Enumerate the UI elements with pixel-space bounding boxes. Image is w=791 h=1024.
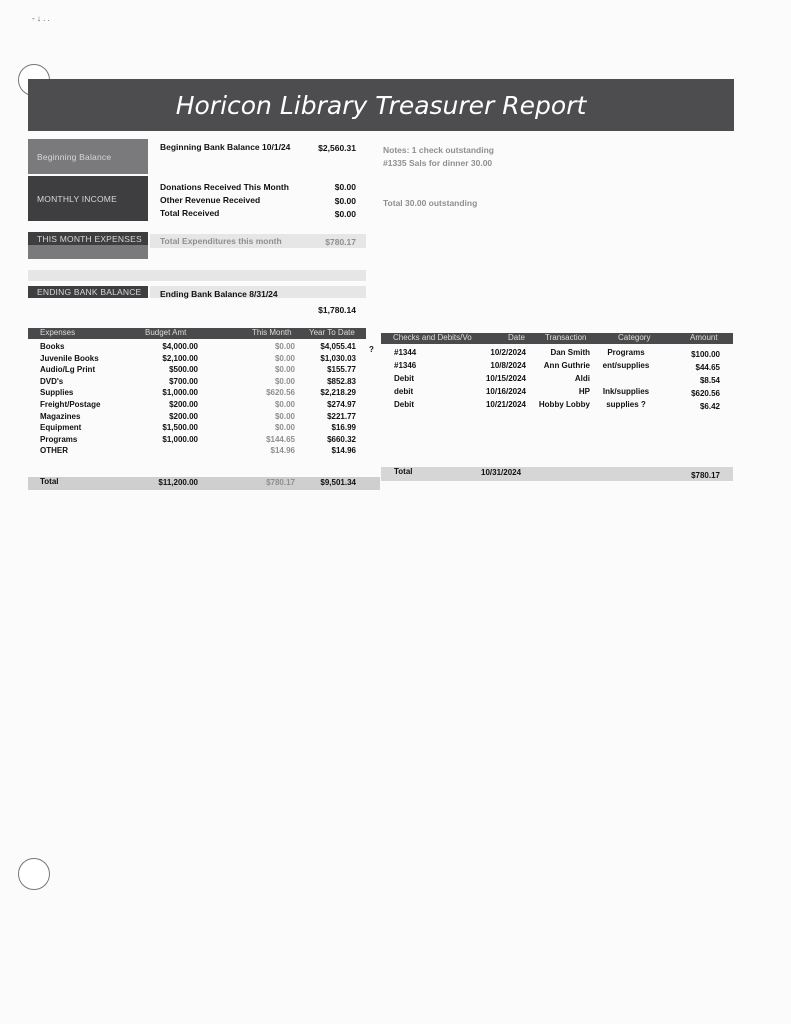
beginning-balance-label: Beginning Balance [28,139,148,174]
expenses-row-month: $620.56 [266,388,295,398]
checks-row-amt: $6.42 [699,402,720,411]
expenses-row-ytd: $274.97 [327,400,356,409]
expenses-row-ytd: $14.96 [331,446,356,456]
expenses-row-name: Equipment [40,423,82,433]
checks-row-date: 10/16/2024 [485,387,526,396]
expenses-row-ytd: $155.77 [327,365,356,375]
ending-bank-balance-label: ENDING BANK BALANCE [28,286,148,298]
expenses-row-name: Juvenile Books [40,353,99,363]
expenses-row-month: $0.00 [274,411,295,421]
beginning-balance-text: Beginning Bank Balance 10/1/24 [160,142,291,152]
other-revenue-value: $0.00 [334,196,356,206]
checks-col-amt: Amount [690,333,718,342]
checks-total-date: 10/31/2024 [481,468,522,477]
checks-col-date: Date [508,333,525,342]
expenses-row-budget: $1,500.00 [162,423,198,433]
punch-hole-bottom [18,858,50,890]
expenses-row-month: $0.00 [274,376,295,386]
donations-text: Donations Received This Month [160,182,289,192]
expenses-row-name: Programs [40,434,78,444]
checks-row-num: Debit [394,400,414,409]
checks-row-date: 10/15/2024 [485,374,526,383]
checks-row-amt: $44.65 [695,363,720,372]
expenses-row-name: Supplies [40,388,74,398]
beginning-balance-value: $2,560.31 [318,143,356,153]
expenses-row-budget: $2,100.00 [162,353,198,363]
checks-row-trans: Hobby Lobby [538,400,590,409]
expenses-total-label: Total [40,477,59,486]
checks-col-cat: Category [618,333,651,342]
expenses-row-budget: $1,000.00 [162,434,198,444]
checks-row-num: #1346 [394,361,417,370]
checks-row-num: debit [394,387,414,396]
checks-row-trans: Ann Guthrie [543,361,590,370]
expenses-row-ytd: $221.77 [327,411,356,421]
checks-row-num: Debit [394,374,414,383]
expenses-row-budget: $200.00 [169,400,198,409]
expenses-row-month: $0.00 [274,342,295,351]
expenses-row-ytd: $1,030.03 [320,353,356,363]
expenses-row-name: OTHER [40,446,68,456]
checks-row-trans: Aldi [574,374,590,383]
expenses-total-budget: $11,200.00 [158,478,198,487]
expenses-col-budget: Budget Amt [145,328,187,337]
checks-row-date: 10/21/2024 [485,400,526,409]
expenses-row-month: $14.96 [270,446,295,456]
checks-row-cat: Programs [607,348,645,357]
corner-mark: - ↓ . . [32,14,50,23]
expenses-row-name: Books [40,342,65,351]
expenses-row-month: $0.00 [274,365,295,375]
report-title: Horicon Library Treasurer Report [28,79,734,131]
expenses-row-month: $0.00 [274,353,295,363]
expenses-row-ytd: $4,055.41 [320,342,356,351]
expenses-row-month: $0.00 [274,423,295,433]
expenses-col-month: This Month [252,328,292,337]
checks-row-amt: $100.00 [691,350,720,359]
expenses-row-ytd: $660.32 [327,434,356,444]
ending-balance-value: $1,780.14 [318,305,356,315]
checks-total-amount: $780.17 [691,471,720,480]
expenses-total-ytd: $9,501.34 [320,478,356,487]
notes-line-3: Total 30.00 outstanding [383,198,478,208]
other-revenue-text: Other Revenue Received [160,195,261,205]
expenditures-text: Total Expenditures this month [160,236,282,246]
expenses-row-budget: $4,000.00 [162,342,198,351]
checks-row-amt: $8.54 [699,376,720,385]
notes-line-2: #1335 Sals for dinner 30.00 [383,158,493,168]
notes-line-1: Notes: 1 check outstanding [383,145,494,155]
checks-row-amt: $620.56 [691,389,720,398]
monthly-income-label: MONTHLY INCOME [28,176,148,221]
expenses-col-name: Expenses [40,328,76,337]
expenses-row-month: $144.65 [266,434,295,444]
this-month-expenses-label: THIS MONTH EXPENSES [28,232,148,245]
checks-row-trans: Dan Smith [550,348,590,357]
checks-row-cat: supplies ? [606,400,646,409]
expenses-row-name: Freight/Postage [40,400,101,409]
expenses-row-month: $0.00 [274,400,295,409]
expenses-row-ytd: $2,218.29 [320,388,356,398]
checks-row-cat: Ink/supplies [602,387,650,396]
checks-col-num: Checks and Debits/Vo [393,333,472,342]
expenses-row-name: DVD's [40,376,64,386]
total-received-value: $0.00 [334,209,356,219]
checks-row-cat: ent/supplies [602,361,650,370]
expenses-row-budget: $500.00 [169,365,198,375]
expenses-total-month: $780.17 [266,478,295,487]
checks-row-date: 10/8/2024 [490,361,526,370]
checks-row-num: #1344 [394,348,417,357]
this-month-expenses-shade [28,245,148,259]
expenditures-value: $780.17 [325,237,356,247]
checks-row-trans: HP [578,387,590,396]
donations-value: $0.00 [334,182,356,192]
expenses-col-ytd: Year To Date [309,328,355,337]
total-received-text: Total Received [160,208,220,218]
ending-balance-text: Ending Bank Balance 8/31/24 [160,289,278,299]
checks-total-label: Total [394,467,413,476]
spacer-bar [28,270,366,281]
expenses-row-ytd: $16.99 [331,423,356,433]
checks-row-date: 10/2/2024 [490,348,526,357]
expenses-row-ytd: $852.83 [327,376,356,386]
expenses-row-name: Magazines [40,411,81,421]
expenses-row-name: Audio/Lg Print [40,365,96,375]
checks-col-trans: Transaction [545,333,587,342]
expenses-row-budget: $1,000.00 [162,388,198,398]
expenses-row-budget: $700.00 [169,376,198,386]
expenses-question-mark: ? [369,345,374,354]
expenses-row-budget: $200.00 [169,411,198,421]
